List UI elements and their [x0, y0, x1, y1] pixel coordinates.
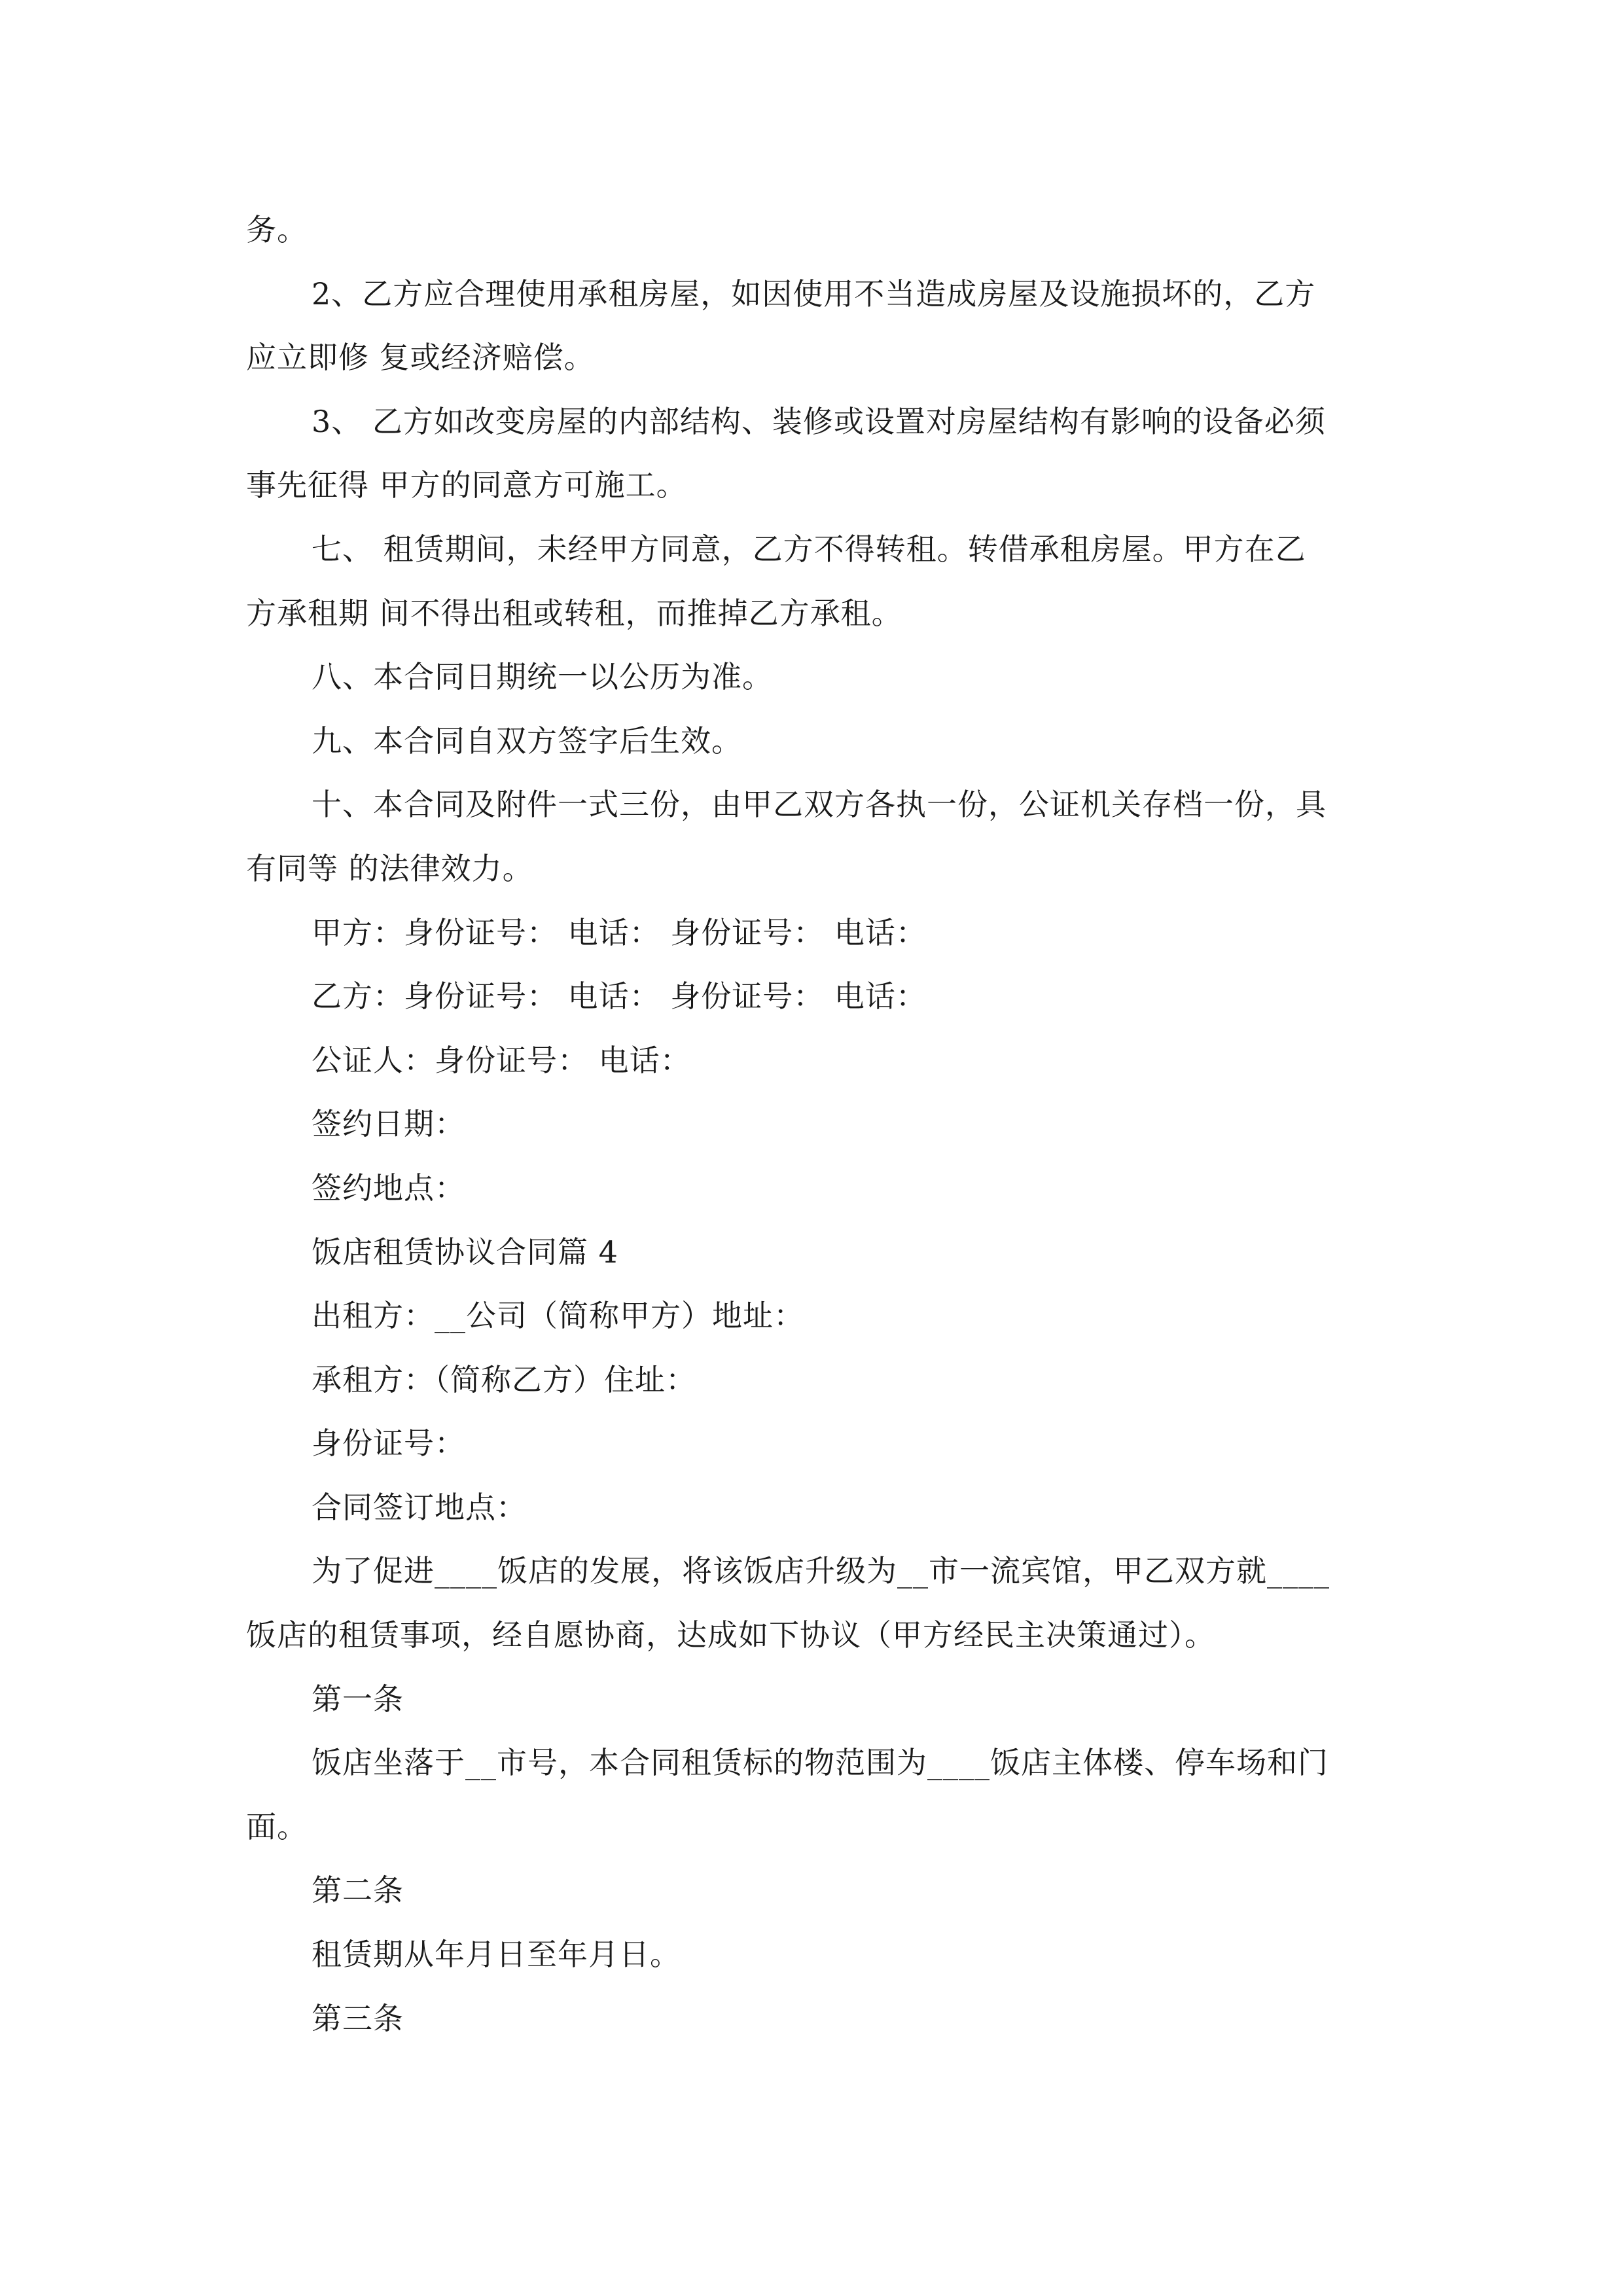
text-line: 面。	[246, 1808, 308, 1844]
text-line: 承租方：（简称乙方）住址：	[312, 1361, 696, 1397]
text-line: 务。	[246, 212, 308, 247]
text-line: 第二条	[312, 1873, 404, 1909]
text-line: 乙方：身份证号： 电话： 身份证号： 电话：	[312, 978, 927, 1014]
text-line: 第三条	[312, 2000, 404, 2036]
text-line: 方承租期 间不得出租或转租，而推掉乙方承租。	[246, 595, 902, 631]
text-line: 签约地点：	[312, 1170, 465, 1206]
document-body	[246, 198, 1378, 2051]
text-line: 出租方：__公司（简称甲方）地址：	[312, 1298, 804, 1334]
text-line: 第一条	[312, 1681, 404, 1717]
text-line: 甲方：身份证号： 电话： 身份证号： 电话：	[312, 914, 927, 950]
text-line: 九、本合同自双方签字后生效。	[312, 723, 742, 759]
text-line: 七、 租赁期间，未经甲方同意，乙方不得转租。转借承租房屋。甲方在乙	[312, 531, 1306, 567]
text-line: 2、乙方应合理使用承租房屋，如因使用不当造成房屋及设施损坏的，乙方	[312, 276, 1316, 312]
text-line: 签约日期：	[312, 1106, 465, 1142]
text-line: 事先征得 甲方的同意方可施工。	[246, 467, 687, 503]
text-line: 3、 乙方如改变房屋的内部结构、装修或设置对房屋结构有影响的设备必须	[312, 403, 1326, 439]
text-line: 为了促进____饭店的发展，将该饭店升级为__市一流宾馆，甲乙双方就____	[312, 1553, 1330, 1589]
text-line: 租赁期从年月日至年月日。	[312, 1937, 681, 1973]
text-line: 有同等 的法律效力。	[246, 850, 533, 886]
text-line: 饭店坐落于__市号，本合同租赁标的物范围为____饭店主体楼、停车场和门	[312, 1745, 1329, 1781]
text-line: 十、本合同及附件一式三份，由甲乙双方各执一份，公证机关存档一份，具	[312, 787, 1327, 823]
text-line: 饭店的租赁事项，经自愿协商，达成如下协议（甲方经民主决策通过）。	[246, 1617, 1215, 1653]
text-line: 合同签订地点：	[312, 1489, 527, 1525]
text-line: 应立即修 复或经济赔偿。	[246, 340, 595, 376]
text-line: 公证人：身份证号： 电话：	[312, 1042, 691, 1078]
text-line: 饭店租赁协议合同篇 4	[312, 1234, 618, 1270]
text-line: 身份证号：	[312, 1426, 465, 1462]
text-line: 八、本合同日期统一以公历为准。	[312, 659, 773, 695]
